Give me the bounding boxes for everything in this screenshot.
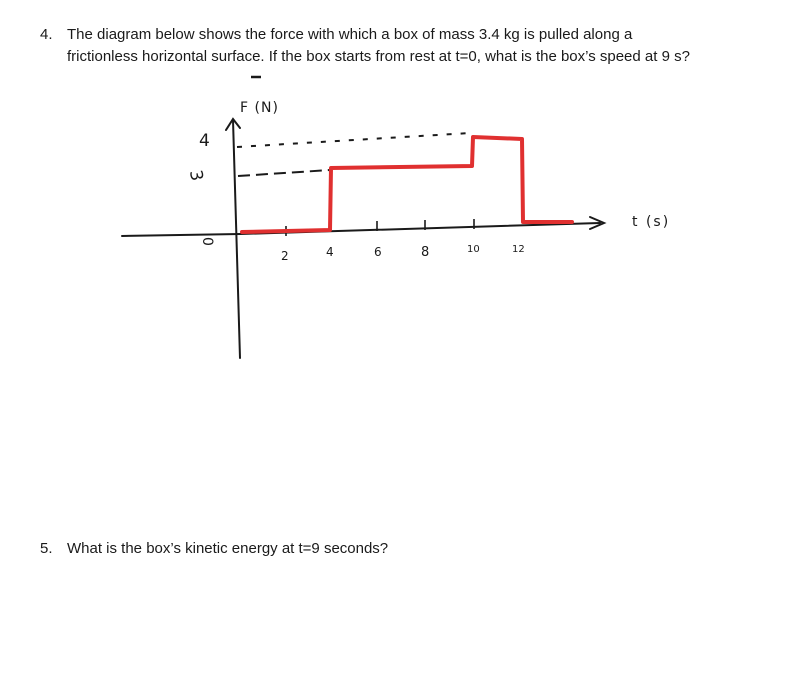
x-tick-label-6: 6 (374, 245, 382, 259)
question-number: 4. (40, 26, 53, 43)
y-axis-label: F (N) (240, 100, 279, 116)
y-axis-arrowhead (226, 119, 240, 130)
x-axis (122, 223, 600, 236)
x-tick-label-4: 4 (326, 245, 334, 259)
question-text: The diagram below shows the force with which a box of mass 3.4 kg is pulled along a frictionless horizontal surface. If the box starts from rest at t=0, what is the box’s speed at 9 s? (67, 26, 690, 65)
x-tick-label-2: 2 (281, 249, 289, 263)
x-axis-arrowhead (590, 217, 604, 229)
origin-label: 0 (199, 237, 215, 246)
x-axis-label: t (s) (632, 214, 671, 230)
question-5 (40, 538, 700, 560)
x-tick-label-8: 8 (421, 245, 430, 260)
y-tick-label-3: 3 (184, 168, 207, 183)
question-4 (40, 24, 700, 68)
x-tick-label-12: 12 (512, 244, 525, 255)
question-text: What is the box’s kinetic energy at t=9 seconds? (67, 540, 389, 557)
y-guide-4 (237, 133, 470, 147)
x-ticks (286, 219, 474, 236)
y-axis (233, 120, 240, 358)
question-number: 5. (40, 540, 53, 557)
force-line (242, 137, 572, 232)
y-tick-label-4: 4 (199, 131, 210, 151)
y-guide-3 (238, 170, 330, 176)
x-tick-label-10: 10 (467, 244, 480, 255)
axes (122, 119, 604, 358)
